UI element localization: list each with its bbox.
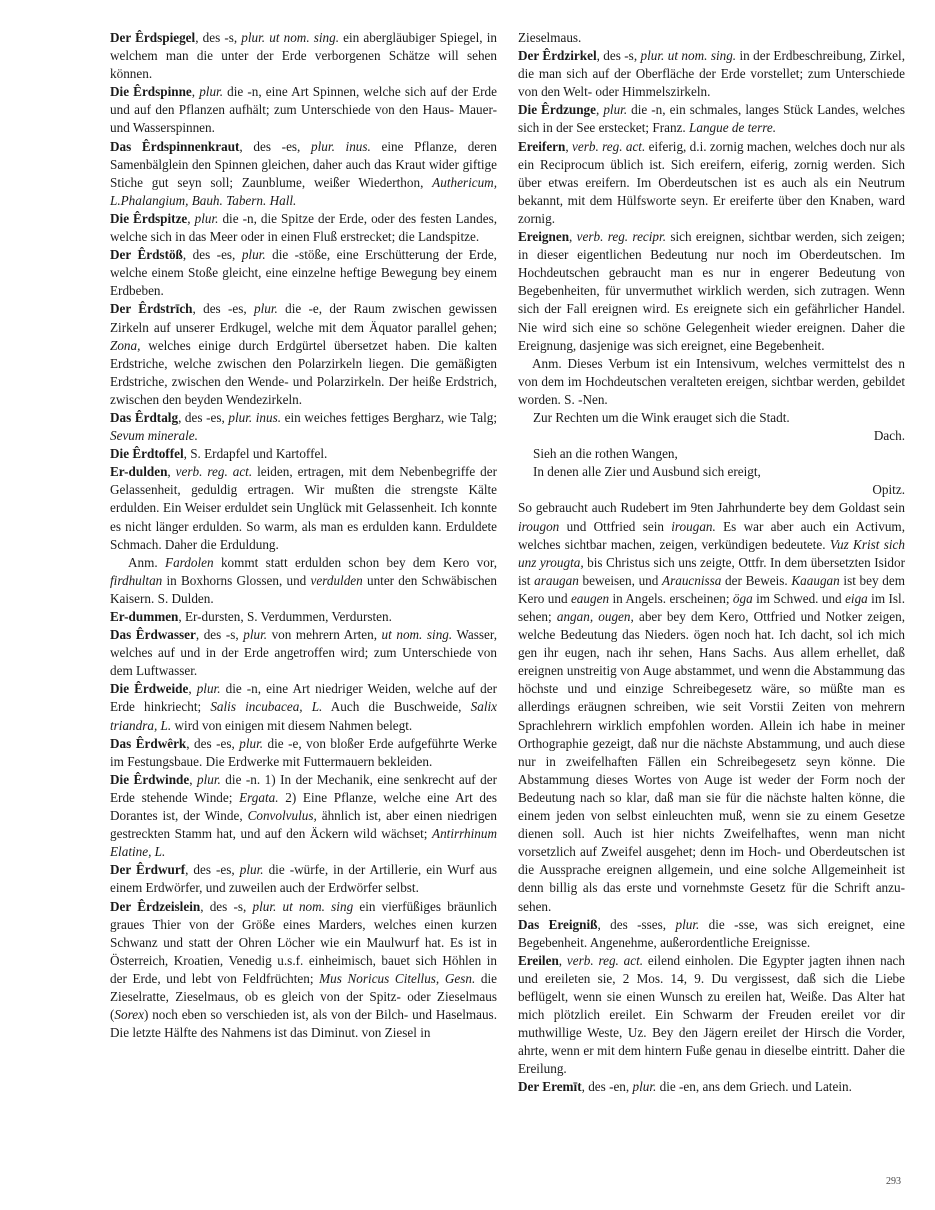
dictionary-entry bbox=[110, 554, 497, 608]
entry-text: die Zieselratte, Zieselmaus, ob es gleich von der Spitz- oder Zieselmaus ( bbox=[110, 970, 497, 1023]
entry-text: die -e, von bloßer Erde aufgeführte Werke im Festungsbaue. Die Erdwerke mit Futtermauern bekleiden. bbox=[110, 735, 497, 769]
dictionary-entry bbox=[110, 898, 497, 1043]
dictionary-entry bbox=[110, 771, 497, 861]
headword: Die Êrdzunge bbox=[518, 102, 597, 118]
entry-text: eiferig, d.i. zornig machen, welches doch nur als ein Reciprocum üblich ist. Sich ereifern, eiferig, zornig werden. Sich über etwas ereifern. Im Oberdeutschen ist es auch als ein Neutrum bekannt, mit dem Hülfsworte seyn. Er ereiferte über den Knaben, ward zornig. bbox=[518, 138, 905, 226]
italic-term: Salix triandra, L. bbox=[110, 699, 497, 733]
italic-term: firdhultan bbox=[110, 572, 163, 588]
italic-term: plur. ut nom. sing. bbox=[640, 48, 737, 64]
headword: Er-dulden bbox=[110, 464, 168, 480]
italic-term: plur. bbox=[243, 627, 268, 643]
entry-text: , des -es, bbox=[178, 409, 229, 425]
dictionary-entry bbox=[110, 138, 497, 210]
entry-text: , des -es, bbox=[239, 138, 312, 154]
italic-term: Kaaugan bbox=[791, 572, 840, 588]
headword: Das Êrdwasser bbox=[110, 627, 196, 643]
italic-term: plur. bbox=[194, 210, 219, 226]
entry-text: in der Erdbeschreibung, Zirkel, die man sich auf der Oberfläche der Erde vorstellet; zum Unterschiede von den Welt- oder Himmelszirkeln. bbox=[518, 48, 905, 100]
dictionary-column-right bbox=[518, 29, 905, 1097]
entry-text: die -sse, was sich ereignet, eine Begebenheit. Angenehme, außerordentliche Ereignisse. bbox=[518, 916, 905, 950]
entry-text: Wasser, welches auf und in der Erde angetroffen wird; zum Unterschiede von dem Luftwasser. bbox=[110, 627, 498, 679]
entry-text: eilend einholen. Die Egypter jagten ihnen nach und ereileten sie, 2 Mos. 14, 9. Du vergissest, daß sich die Liebe beflügelt, wenn sie einen Wunsch zu ereilen hat, Weiße. Das Alter hat mich plötzlich ereilet. Ein Schwarm der Freuden ereilet vor dir muthwillige Weste, Uz. Bey den Jägern ereilet der Hirsch die Vorder, ahrte, wenn er mit dem hintern Fuße genau in dieselbe eintritt. Daher die Ereilung. bbox=[518, 952, 905, 1077]
dictionary-entry bbox=[518, 101, 905, 137]
entry-text: , des -es, bbox=[185, 862, 240, 878]
headword: Der Êrdwurf bbox=[110, 862, 186, 878]
entry-text: kommt statt erdulden schon bey dem Kero vor, bbox=[213, 554, 498, 570]
dictionary-entry bbox=[518, 1078, 905, 1096]
dictionary-entry bbox=[518, 952, 905, 1079]
page-number: 293 bbox=[886, 1176, 901, 1187]
entry-text: die -n, eine Art Spinnen, welche sich auf der Erde und auf den Pflanzen aufhält; zum Unterschiede von den Haus- Mauer- und Wasserspinnen. bbox=[110, 84, 497, 136]
entry-text: beweisen, und bbox=[578, 572, 663, 588]
entry-text: , bbox=[188, 681, 197, 697]
italic-term: plur. ut nom. sing. bbox=[241, 30, 340, 45]
dictionary-entry bbox=[110, 608, 497, 626]
entry-text: , des -s, bbox=[195, 627, 244, 643]
entry-text: , bbox=[191, 84, 200, 100]
entry-text: , des -sses, bbox=[597, 916, 676, 932]
headword: Das Ereigniß bbox=[518, 916, 598, 932]
entry-text: , S. Erdapfel und Kartoffel. bbox=[183, 446, 328, 462]
italic-term: Ergata. bbox=[239, 789, 279, 805]
headword: Die Êrdtoffel bbox=[110, 446, 184, 462]
italic-term: eiga bbox=[845, 590, 868, 606]
entry-text: die -n. 1) In der Mechanik, eine senkrecht auf der Erde stehende Winde; bbox=[110, 771, 498, 805]
italic-term: verb. reg. act. bbox=[175, 464, 253, 480]
entry-text: sich ereignen, sichtbar werden, sich zeigen; in dieser eigentlichen Bedeutung nur noch im Oberdeutschen. Im Hochdeutschen gebraucht man es nur in engerer Bedeutung von Begebenheiten, für unvermuthet wirklich werden, sich zutragen. Wenn sich der Fall ereignen wird. Es ereignete sich ein gefährlicher Handel. Nie wird sich eine so schöne Gelegenheit wieder ereignen. Daher die Ereignung, dasjenige was sich ereignet, eine Begebenheit. bbox=[518, 229, 906, 353]
headword: Die Êrdspinne bbox=[110, 84, 192, 100]
dictionary-entry bbox=[110, 29, 497, 83]
headword: Ereignen bbox=[518, 229, 570, 245]
entry-text: , bbox=[558, 952, 567, 968]
dictionary-entry bbox=[110, 210, 497, 246]
entry-text: So gebraucht auch Rudebert im 9ten Jahrhunderte bey dem Goldast sein bbox=[518, 500, 905, 516]
entry-text: im Schwed. und bbox=[752, 590, 846, 606]
headword: Die Êrdspitze bbox=[110, 210, 188, 226]
entry-text: die -n, die Spitze der Erde, oder des festen Landes, welche sich in das Meer oder in einen Fluß erstrecket; die Landspitze. bbox=[110, 210, 498, 245]
italic-term: angan, ougen, bbox=[556, 609, 634, 624]
entry-text: wird von einigen mit diesem Nahmen belegt. bbox=[171, 717, 413, 733]
headword: Ereilen bbox=[518, 952, 559, 968]
entry-text: ähnlich ist, aber einen niedrigen gestreckten Stamm hat, und auf den Äckern wild wächset; bbox=[110, 808, 498, 842]
dictionary-entry bbox=[518, 29, 905, 47]
italic-term: verb. reg. recipr. bbox=[576, 229, 666, 245]
entry-text: die -e, der Raum zwischen gewissen Zirkeln auf unserer Erdkugel, welche mit dem Äquator parallel gehen; bbox=[110, 301, 497, 335]
headword: Der Êrdzirkel bbox=[518, 48, 597, 64]
italic-term: plur. inus. bbox=[228, 409, 282, 425]
italic-term: Langue de terre. bbox=[689, 120, 777, 136]
dictionary-entry bbox=[518, 138, 905, 228]
entry-text: welches einige durch Erdgürtel übersetzet haben. Die kalten Erdstriche, welche zwischen den Polarzirkeln liegen. Die gemäßigten Erdstriche, zwischen den Wende- und Polarzirkeln. Der heiße Erdstrich, zwischen den beyden Wendezirkeln. bbox=[110, 337, 497, 407]
italic-term: ut nom. sing. bbox=[381, 627, 453, 643]
italic-term: Antirrhinum Elatine, L. bbox=[110, 826, 497, 860]
entry-text: , des -es, bbox=[192, 301, 254, 317]
entry-text: ein weiches fettiges Bergharz, wie Talg; bbox=[281, 409, 497, 425]
entry-text: , des -s, bbox=[200, 898, 253, 914]
dictionary-entry bbox=[110, 409, 497, 445]
headword: Der Êrdspiegel bbox=[110, 30, 196, 45]
dictionary-entry bbox=[518, 499, 905, 915]
dictionary-entry bbox=[110, 83, 497, 137]
verse-line: Zur Rechten um die Wink erauget sich die Stadt. bbox=[533, 409, 790, 425]
italic-term: plur. bbox=[196, 681, 221, 697]
entry-text: aber bey dem Kero, Ottfried und Notker zeigen, welche Bedeutung das Nieders. ögen noch hat. Ich dacht, sol ich mich gen ihr eugen, nach ihr sehen, Hans Sachs. Aus allem erhellet, daß ereignen unstreitig von Auge abstammet, und wenn die Abstammung das höchste und und einzige Schreibegesetz wäre, so müßte man es allerdings eräugnen schreiben, wie seit Vorstii Zeiten von mehrern Sprachlehrern wirklich empfohlen worden. Allein ich habe in meiner Orthographie gezeigt, daß nur die nächste Abstammung, und auch diese nur in zweifelhaften Fällen ein Schreibegesetz seyn könne. Die Abstammung dieses Wortes von Auge ist weder der Form noch der Bedeutung nach so klar, daß man sie für die nächste halten könne, die einem jeden von selbst einleuchten muß, wenn sie zu einem Gesetze dienen soll. Auch ist hier nichts Zweifelhaftes, wenn man nicht vorsetzlich auf Zweifel ausgehet; denn im Hoch- und Oberdeutschen ist die Aussprache ereignen allgemein, und eine solche Allgemeinheit ist denn billig als das erste und vornehmste Gesetz für die Schrift anzusehen. bbox=[518, 609, 906, 914]
entry-text: die -en, ans dem Griech. und Latein. bbox=[656, 1079, 852, 1095]
entry-text: der Beweis. bbox=[721, 572, 792, 588]
entry-text: die -würfe, in der Artillerie, ein Wurf aus einem Erdwörfer, und zuweilen auch der Erdwörfer selbst. bbox=[110, 862, 497, 896]
entry-text: Anm. bbox=[128, 554, 166, 570]
dictionary-entry bbox=[518, 47, 905, 101]
italic-term: plur. bbox=[239, 862, 264, 878]
entry-text: eine Pflanze, deren Samenbälglein den Spinnen gleichen, daher auch das Kraut wider giftige Stiche gut seyn soll; Zaunblume, weißer Wiederthon, bbox=[110, 138, 497, 190]
headword: Die Êrdwinde bbox=[110, 771, 190, 787]
dictionary-entry bbox=[110, 861, 497, 897]
entry-text: ein abergläubiger Spiegel, in welchem man die unter der Erde verborgenen Schätze will sehen können. bbox=[110, 30, 497, 82]
entry-text: Anm. Dieses Verbum ist ein Intensivum, welches vermittelst des n von dem im Hochdeutschen veralteten ereigen, sichtbar werden, gebildet worden. S. -Nen. bbox=[518, 355, 905, 407]
italic-term: Mus Noricus Citellus, Gesn. bbox=[319, 970, 476, 986]
entry-text: in Boxhorns Glossen, und bbox=[162, 572, 311, 588]
italic-term: plur. bbox=[199, 84, 224, 100]
entry-text: Zieselmaus. bbox=[518, 30, 582, 45]
entry-text: , des -es, bbox=[186, 735, 240, 751]
italic-term: araugan bbox=[534, 572, 579, 588]
italic-term: plur. bbox=[675, 916, 700, 932]
entry-text: ) noch eben so verschieden ist, als von der Bilch- und Haselmaus. Die letzte Hälfte des Nahmens ist das Diminut. von Ziesel in bbox=[110, 1007, 497, 1041]
italic-term: plur. bbox=[603, 102, 628, 118]
italic-term: Fardolen bbox=[165, 554, 214, 570]
italic-term: Convolvulus, bbox=[247, 808, 317, 824]
dictionary-entry bbox=[518, 228, 905, 355]
headword: Ereifern bbox=[518, 138, 566, 154]
entry-text: ist bey dem Kero und bbox=[518, 572, 905, 606]
dictionary-entry bbox=[110, 463, 497, 553]
headword: Das Êrdwêrk bbox=[110, 735, 187, 751]
italic-term: Araucnissa bbox=[662, 572, 722, 588]
verse-line: Sieh an die rothen Wangen, bbox=[533, 446, 678, 462]
entry-text: , bbox=[596, 102, 604, 118]
italic-term: eaugen bbox=[570, 590, 610, 606]
entry-text: Es war aber auch ein Activum, welches sichtbar machen, zeigen, verkündigen bedeutete. bbox=[518, 518, 905, 552]
dictionary-column-left bbox=[110, 29, 497, 1042]
dictionary-entry bbox=[110, 626, 497, 680]
quote-author: Dach. bbox=[873, 428, 905, 444]
verse-line: In denen alle Zier und Ausbund sich ereigt, bbox=[533, 464, 761, 480]
entry-text: , bbox=[565, 138, 573, 154]
headword: Er-dummen bbox=[110, 609, 179, 624]
headword: Das Êrdspinnenkraut bbox=[110, 138, 240, 154]
entry-text: im Isl. sehen; bbox=[518, 590, 905, 624]
entry-text: bis Christus sich uns zeigte, Ottfr. In dem übersetzten Isidor ist bbox=[518, 554, 906, 588]
entry-text: , des -s, bbox=[195, 30, 242, 45]
entry-text: die -stöße, eine Erschütterung der Erde, welche einem Stoße gleicht, eine einzelne heftige Bewegung bey einem Erdbeben. bbox=[110, 247, 497, 299]
italic-term: verdulden bbox=[310, 572, 363, 588]
entry-text: leiden, ertragen, mit dem Nebenbegriffe der Gelassenheit, geduldig ertragen. Wir mußten die strengste Kälte erdulden. Ein Weiser erduldet sein Unglück mit Gelassenheit. Ich konnte es nicht länger erdulden. So warm, als man es erdulden kann. Erduldete Schmach. Daher die Erduldung. bbox=[110, 464, 497, 552]
italic-term: Sevum minerale. bbox=[110, 428, 198, 444]
headword: Die Êrdweide bbox=[110, 681, 189, 697]
italic-term: verb. reg. act. bbox=[566, 952, 644, 968]
headword: Das Êrdtalg bbox=[110, 409, 179, 425]
italic-term: Zona, bbox=[110, 337, 141, 353]
italic-term: Authericum, L.Phalangium, Bauh. Tabern. Hall. bbox=[110, 174, 497, 208]
entry-text: ein vierfüßiges bräunlich graues Thier von der Größe eines Marders, welches einen kurzen Schwanz und statt der Ohren Löcher wie ein Maulwurf hat. Es ist in Österreich, Kroatien, Venedig u.s.f. einheimisch, bauet sich Höhlen in der Erde, und lebt von Feldfrüchten; bbox=[110, 898, 497, 986]
dictionary-entry bbox=[110, 300, 497, 409]
entry-text: die -n, ein schmales, langes Stück Landes, welches sich in der See erstecket; Franz. bbox=[518, 102, 905, 136]
dictionary-entry bbox=[110, 445, 497, 463]
entry-text: , des -es, bbox=[182, 247, 242, 263]
entry-text: , bbox=[167, 464, 176, 480]
entry-text: und Ottfried sein bbox=[559, 518, 672, 534]
entry-text: unter den Schwäbischen Kaisern. S. Dulden. bbox=[110, 572, 497, 606]
italic-term: Vuz Krist sich unz yrougta, bbox=[518, 536, 906, 570]
entry-text: 2) Eine Pflanze, welche eine Art des Dorantes ist, der Winde, bbox=[110, 789, 497, 824]
italic-term: verb. reg. act. bbox=[572, 138, 646, 154]
italic-term: plur. bbox=[253, 301, 278, 317]
italic-term: plur. inus. bbox=[311, 138, 371, 154]
italic-term: plur. bbox=[197, 771, 221, 787]
entry-text: in Angels. erscheinen; bbox=[609, 590, 733, 606]
entry-text: , bbox=[189, 771, 197, 787]
entry-text: , des -s, bbox=[596, 48, 641, 64]
headword: Der Êrdstöß bbox=[110, 247, 183, 263]
headword: Der Êrdstrīch bbox=[110, 301, 193, 317]
quote-author: Opitz. bbox=[872, 482, 905, 498]
italic-term: irougan. bbox=[671, 518, 716, 534]
dictionary-entry bbox=[518, 916, 905, 952]
headword: Der Êrdzeislein bbox=[110, 898, 201, 914]
entry-text: , Er-dursten, S. Verdummen, Verdursten. bbox=[178, 609, 392, 624]
italic-term: Sorex bbox=[114, 1007, 144, 1023]
italic-term: plur. bbox=[632, 1079, 657, 1095]
italic-term: plur. ut nom. sing bbox=[252, 898, 354, 914]
dictionary-entry bbox=[518, 355, 905, 409]
italic-term: irougon bbox=[518, 518, 560, 534]
dictionary-entry bbox=[110, 680, 497, 734]
dictionary-entry bbox=[110, 735, 497, 771]
italic-term: öga bbox=[732, 590, 753, 606]
entry-text: die -n, eine Art niedriger Weiden, welche auf der Erde hinkriecht; bbox=[110, 681, 497, 715]
headword: Der Eremīt bbox=[518, 1079, 582, 1095]
italic-term: plur. bbox=[239, 735, 264, 751]
entry-text: von mehrern Arten, bbox=[267, 627, 382, 643]
entry-text: Auch die Buschweide, bbox=[322, 699, 471, 715]
entry-text: , des -en, bbox=[581, 1079, 633, 1095]
italic-term: Salis incubacea, L. bbox=[210, 699, 323, 715]
dictionary-entry bbox=[110, 246, 497, 300]
entry-text: , bbox=[187, 210, 195, 226]
entry-text: , bbox=[569, 229, 577, 245]
italic-term: plur. bbox=[241, 247, 266, 263]
